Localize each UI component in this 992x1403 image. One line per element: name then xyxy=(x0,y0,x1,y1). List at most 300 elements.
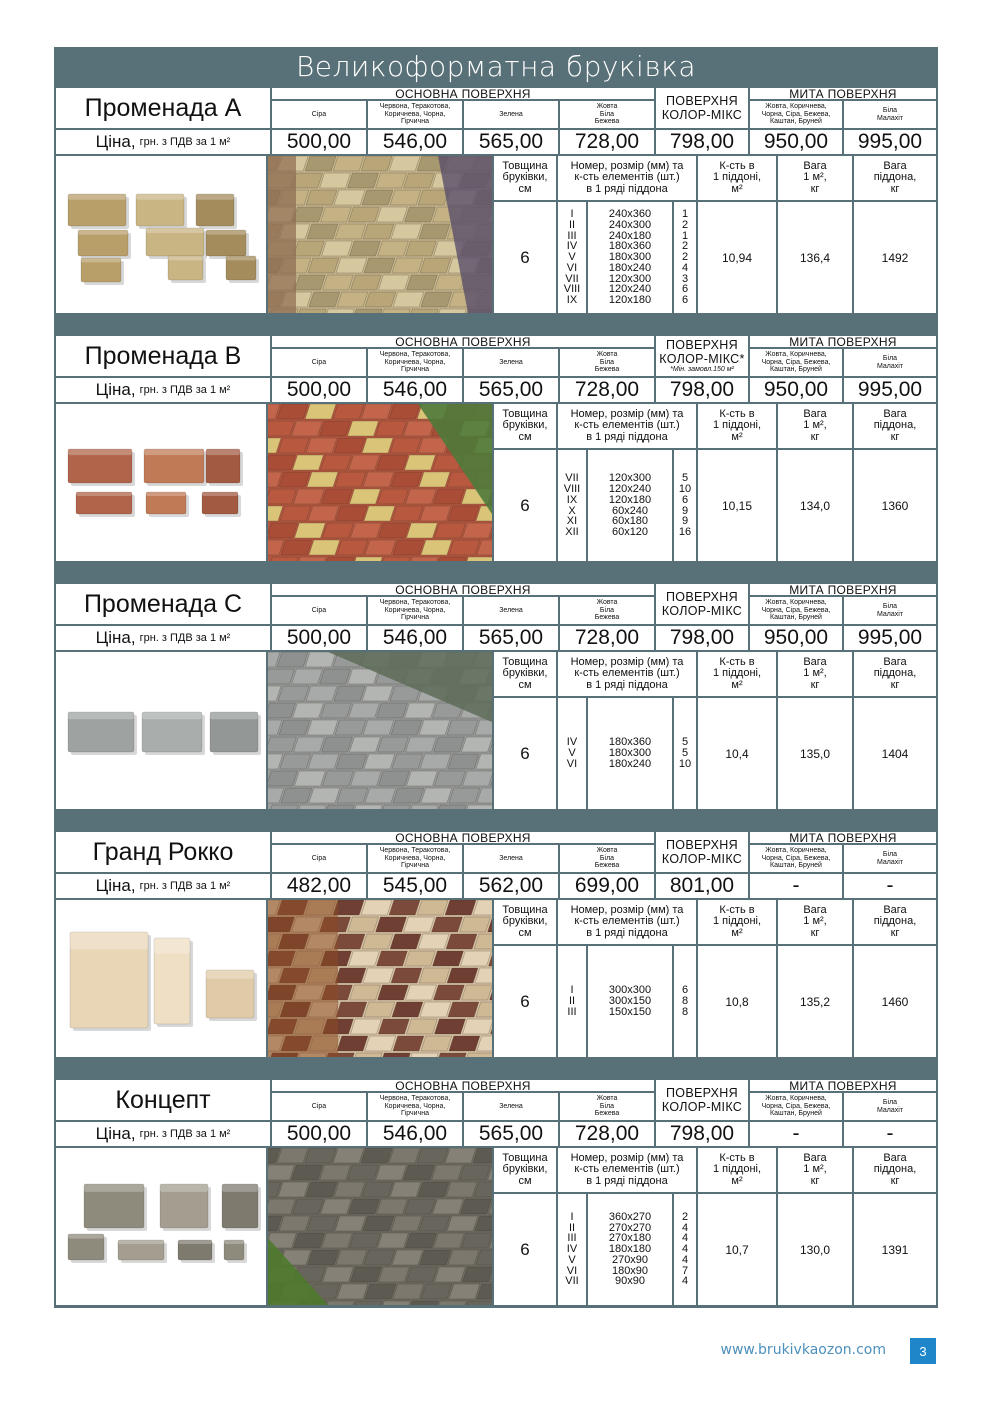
price-label xyxy=(56,1122,270,1146)
sub-bila xyxy=(844,1093,936,1120)
qty-header xyxy=(698,156,776,200)
kolor-line2: КОЛОР-МІКС* xyxy=(659,352,745,366)
osnovna-header: ОСНОВНА ПОВЕРХНЯ xyxy=(272,88,654,99)
sub-line: Зелена xyxy=(499,854,523,862)
price-value: 728,00 xyxy=(560,378,654,402)
hdr-line: Номер, розмір (мм) та xyxy=(570,159,684,172)
sub-line: Жовта xyxy=(596,351,618,359)
sub-line: Біла xyxy=(599,854,615,862)
list-item: 16 xyxy=(678,526,692,539)
hdr-line: кг xyxy=(890,430,900,443)
list-item: 180x90 xyxy=(611,1264,649,1277)
sub-line: Біла xyxy=(882,107,898,114)
sub-line: Бежева xyxy=(594,614,620,622)
list-item: 4 xyxy=(681,261,689,274)
weight-pallet-header xyxy=(854,1148,936,1192)
sub-line: Жовта xyxy=(596,847,618,855)
list-item: 60x240 xyxy=(611,504,649,517)
hdr-line: піддона, xyxy=(873,1163,917,1176)
price-label-main: Ціна, xyxy=(95,1124,136,1143)
weight-m2-value: 135,0 xyxy=(778,698,852,809)
list-item: 300x300 xyxy=(608,984,652,997)
price-label-unit: грн. з ПДВ за 1 м² xyxy=(139,1128,231,1140)
list-item: 6 xyxy=(681,493,689,506)
hdr-line: в 1 ряді піддона xyxy=(586,678,668,691)
list-item: 4 xyxy=(681,1253,689,1266)
sub-line: Червона, Теракотова, xyxy=(379,351,451,359)
weight-pallet-value: 1404 xyxy=(854,698,936,809)
element-numbers xyxy=(558,698,586,809)
hdr-line: бруківки, xyxy=(502,1163,548,1176)
price-value: 545,00 xyxy=(368,874,462,898)
price-value: 728,00 xyxy=(560,130,654,154)
element-counts xyxy=(674,698,696,809)
elements-header xyxy=(558,1148,696,1192)
sub-line: Зелена xyxy=(499,1102,523,1110)
elements-header xyxy=(558,900,696,944)
list-item: 3 xyxy=(681,272,689,285)
list-item: 240x180 xyxy=(608,229,652,242)
list-item: VII xyxy=(565,472,579,485)
element-numbers xyxy=(558,946,586,1057)
osnovna-header: ОСНОВНА ПОВЕРХНЯ xyxy=(272,336,654,347)
hdr-line: к-сть елементів (шт.) xyxy=(574,171,680,184)
kolor-line2: КОЛОР-МІКС xyxy=(661,1100,743,1114)
list-item: 180x300 xyxy=(608,251,652,264)
sub-line: Каштан, Бруней xyxy=(770,862,822,870)
sub-bila xyxy=(844,349,936,376)
list-item: 180x180 xyxy=(608,1243,652,1256)
price-label-unit: грн. з ПДВ за 1 м² xyxy=(139,632,231,644)
hdr-line: Товщина xyxy=(502,1151,548,1164)
qty-header xyxy=(698,404,776,448)
hdr-line: к-сть елементів (шт.) xyxy=(574,419,680,432)
hdr-line: К-сть в xyxy=(719,1151,755,1164)
list-item: 300x150 xyxy=(608,995,652,1008)
price-label xyxy=(56,626,270,650)
hdr-line: Вага xyxy=(883,159,907,172)
list-item: 5 xyxy=(681,472,689,485)
price-value: 995,00 xyxy=(844,378,936,402)
kolor-line1: ПОВЕРХНЯ xyxy=(666,1086,738,1100)
product-bricks-image xyxy=(56,156,266,313)
sub-line: Бежева xyxy=(594,1110,620,1118)
sub-line: Бежева xyxy=(594,118,620,126)
kolor-line1: ПОВЕРХНЯ xyxy=(666,590,738,604)
list-item: 4 xyxy=(681,1275,689,1288)
page-number: 3 xyxy=(910,1338,936,1364)
hdr-line: кг xyxy=(890,1174,900,1187)
hdr-line: в 1 ряді піддона xyxy=(586,182,668,195)
hdr-line: бруківки, xyxy=(502,667,548,680)
hdr-line: м² xyxy=(731,430,743,443)
hdr-line: кг xyxy=(810,430,820,443)
price-value: - xyxy=(844,1122,936,1146)
hdr-line: Вага xyxy=(803,903,827,916)
sub-line: Сіра xyxy=(311,606,327,614)
sub-line: Жовта, Коричнева, xyxy=(765,1095,827,1103)
hdr-line: Вага xyxy=(803,407,827,420)
price-value: 728,00 xyxy=(560,1122,654,1146)
list-item: 240x360 xyxy=(608,207,652,220)
thickness-header xyxy=(494,404,556,448)
list-item: 6 xyxy=(681,283,689,296)
list-item: 9 xyxy=(681,504,689,517)
paving-photo xyxy=(268,404,492,561)
list-item: 2 xyxy=(681,251,689,264)
kolor-header xyxy=(656,584,748,624)
list-item: 2 xyxy=(681,1210,689,1223)
list-item: IV xyxy=(566,240,578,253)
price-value: 798,00 xyxy=(656,626,748,650)
sub-myta xyxy=(750,1093,842,1120)
list-item: X xyxy=(568,504,576,517)
sub-line: Біла xyxy=(599,606,615,614)
element-numbers xyxy=(558,1194,586,1305)
product-block xyxy=(56,336,936,561)
product-name: Концепт xyxy=(56,1080,270,1120)
list-item: I xyxy=(570,984,574,997)
product-block xyxy=(56,88,936,313)
price-value: 798,00 xyxy=(656,1122,748,1146)
list-item: IV xyxy=(566,1243,578,1256)
hdr-line: см xyxy=(518,1174,532,1187)
price-label-unit: грн. з ПДВ за 1 м² xyxy=(139,880,231,892)
hdr-line: кг xyxy=(810,678,820,691)
list-item: VIII xyxy=(563,283,581,296)
price-value: 482,00 xyxy=(272,874,366,898)
sub-myta xyxy=(750,349,842,376)
list-item: 270x90 xyxy=(611,1253,649,1266)
list-item: II xyxy=(568,995,576,1008)
list-item: 180x360 xyxy=(608,240,652,253)
element-numbers xyxy=(558,450,586,561)
thickness-value: 6 xyxy=(494,202,556,313)
list-item: II xyxy=(568,1221,576,1234)
element-sizes xyxy=(588,450,672,561)
thickness-header xyxy=(494,652,556,696)
list-item: VIII xyxy=(563,482,581,495)
sub-line: Жовта, Коричнева, xyxy=(765,103,827,111)
sub-sira xyxy=(272,597,366,624)
sub-line: Чорна, Сіра, Бежева, xyxy=(761,1102,831,1110)
myta-header: МИТА ПОВЕРХНЯ xyxy=(750,88,936,99)
hdr-line: 1 піддоні, xyxy=(712,1163,762,1176)
weight-pallet-header xyxy=(854,652,936,696)
sub-sira xyxy=(272,1093,366,1120)
paving-photo xyxy=(268,652,492,809)
kolor-line1: ПОВЕРХНЯ xyxy=(666,94,738,108)
sub-zhovta xyxy=(560,597,654,624)
sub-chervona xyxy=(368,1093,462,1120)
hdr-line: Товщина xyxy=(502,903,548,916)
hdr-line: бруківки, xyxy=(502,915,548,928)
hdr-line: см xyxy=(518,430,532,443)
sub-line: Жовта xyxy=(596,599,618,607)
list-item: 8 xyxy=(681,1005,689,1018)
sub-line: Гірчична xyxy=(400,366,430,374)
sub-line: Сіра xyxy=(311,1102,327,1110)
qty-header xyxy=(698,652,776,696)
sub-line: Жовта, Коричнева, xyxy=(765,351,827,359)
hdr-line: см xyxy=(518,182,532,195)
sub-line: Біла xyxy=(599,358,615,366)
weight-pallet-value: 1492 xyxy=(854,202,936,313)
sub-line: Червона, Теракотова, xyxy=(379,1095,451,1103)
paving-photo xyxy=(268,1148,492,1305)
price-label-main: Ціна, xyxy=(95,132,136,151)
osnovna-header: ОСНОВНА ПОВЕРХНЯ xyxy=(272,832,654,843)
sub-line: Жовта xyxy=(596,103,618,111)
sub-chervona xyxy=(368,349,462,376)
sub-line: Зелена xyxy=(499,110,523,118)
sub-line: Біла xyxy=(882,851,898,858)
sub-zhovta xyxy=(560,845,654,872)
weight-m2-header xyxy=(778,156,852,200)
hdr-line: Вага xyxy=(883,903,907,916)
hdr-line: в 1 ряді піддона xyxy=(586,1174,668,1187)
sub-line: Коричнева, Чорна, xyxy=(384,110,446,118)
hdr-line: кг xyxy=(810,182,820,195)
sub-line: Чорна, Сіра, Бежева, xyxy=(761,606,831,614)
price-value: 500,00 xyxy=(272,1122,366,1146)
price-value: 950,00 xyxy=(750,130,842,154)
qty-value: 10,15 xyxy=(698,450,776,561)
sub-line: Каштан, Бруней xyxy=(770,366,822,374)
element-sizes xyxy=(588,1194,672,1305)
sub-line: Біла xyxy=(882,1099,898,1106)
list-item: 180x360 xyxy=(608,736,652,749)
element-numbers xyxy=(558,202,586,313)
hdr-line: 1 м², xyxy=(803,1163,827,1176)
price-label xyxy=(56,874,270,898)
sub-bila xyxy=(844,845,936,872)
kolor-header xyxy=(656,336,748,376)
sub-line: Каштан, Бруней xyxy=(770,614,822,622)
price-value: - xyxy=(844,874,936,898)
hdr-line: Номер, розмір (мм) та xyxy=(570,407,684,420)
list-item: 120x180 xyxy=(608,294,652,307)
product-name: Променада В xyxy=(56,336,270,376)
sub-line: Коричнева, Чорна, xyxy=(384,1102,446,1110)
thickness-value: 6 xyxy=(494,450,556,561)
price-value: 801,00 xyxy=(656,874,748,898)
sub-line: Чорна, Сіра, Бежева, xyxy=(761,358,831,366)
weight-pallet-value: 1360 xyxy=(854,450,936,561)
list-item: 120x180 xyxy=(608,493,652,506)
list-item: XII xyxy=(565,526,579,539)
sub-myta xyxy=(750,845,842,872)
sub-line: Біла xyxy=(599,110,615,118)
elements-header xyxy=(558,652,696,696)
sub-line: Бежева xyxy=(594,862,620,870)
sub-zhovta xyxy=(560,1093,654,1120)
paving-photo xyxy=(268,156,492,313)
hdr-line: К-сть в xyxy=(719,903,755,916)
price-value: 500,00 xyxy=(272,130,366,154)
sub-bila xyxy=(844,597,936,624)
sub-line: Сіра xyxy=(311,358,327,366)
sub-line: Жовта, Коричнева, xyxy=(765,599,827,607)
hdr-line: Вага xyxy=(803,1151,827,1164)
sub-line: Каштан, Бруней xyxy=(770,118,822,126)
hdr-line: 1 м², xyxy=(803,419,827,432)
sub-zelena xyxy=(464,845,558,872)
element-counts xyxy=(674,946,696,1057)
list-item: VI xyxy=(566,261,578,274)
hdr-line: піддона, xyxy=(873,915,917,928)
price-value: 950,00 xyxy=(750,626,842,650)
hdr-line: м² xyxy=(731,1174,743,1187)
hdr-line: Номер, розмір (мм) та xyxy=(570,903,684,916)
thickness-value: 6 xyxy=(494,1194,556,1305)
footer-website-link[interactable]: www.brukivkaozon.com xyxy=(720,1342,886,1358)
hdr-line: Вага xyxy=(883,655,907,668)
sub-line: Каштан, Бруней xyxy=(770,1110,822,1118)
osnovna-header: ОСНОВНА ПОВЕРХНЯ xyxy=(272,584,654,595)
sub-line: Чорна, Сіра, Бежева, xyxy=(761,110,831,118)
list-item: VII xyxy=(565,272,579,285)
list-item: 5 xyxy=(681,747,689,760)
list-item: 360x270 xyxy=(608,1210,652,1223)
qty-value: 10,4 xyxy=(698,698,776,809)
sub-line: Малахіт xyxy=(876,362,904,370)
price-value: 995,00 xyxy=(844,626,936,650)
thickness-value: 6 xyxy=(494,698,556,809)
price-value: 500,00 xyxy=(272,378,366,402)
sub-line: Сіра xyxy=(311,110,327,118)
sub-sira xyxy=(272,845,366,872)
list-item: 180x240 xyxy=(608,261,652,274)
hdr-line: піддона, xyxy=(873,171,917,184)
list-item: VI xyxy=(566,1264,578,1277)
price-label-unit: грн. з ПДВ за 1 м² xyxy=(139,136,231,148)
hdr-line: кг xyxy=(810,1174,820,1187)
price-value: - xyxy=(750,874,842,898)
list-item: III xyxy=(567,1005,577,1018)
list-item: 180x240 xyxy=(608,757,652,770)
price-value: 950,00 xyxy=(750,378,842,402)
hdr-line: Вага xyxy=(803,159,827,172)
hdr-line: 1 м², xyxy=(803,915,827,928)
thickness-header xyxy=(494,900,556,944)
kolor-line2: КОЛОР-МІКС xyxy=(661,852,743,866)
hdr-line: бруківки, xyxy=(502,171,548,184)
sub-line: Коричнева, Чорна, xyxy=(384,358,446,366)
element-counts xyxy=(674,450,696,561)
kolor-header xyxy=(656,832,748,872)
sub-line: Малахіт xyxy=(876,858,904,866)
product-name: Променада А xyxy=(56,88,270,128)
sub-sira xyxy=(272,349,366,376)
product-name: Променада С xyxy=(56,584,270,624)
sub-line: Зелена xyxy=(499,606,523,614)
qty-value: 10,8 xyxy=(698,946,776,1057)
list-item: 5 xyxy=(681,736,689,749)
weight-m2-value: 136,4 xyxy=(778,202,852,313)
list-item: XI xyxy=(566,515,578,528)
sub-line: Зелена xyxy=(499,358,523,366)
hdr-line: к-сть елементів (шт.) xyxy=(574,915,680,928)
weight-pallet-header xyxy=(854,156,936,200)
hdr-line: Вага xyxy=(883,407,907,420)
myta-header: МИТА ПОВЕРХНЯ xyxy=(750,584,936,595)
list-item: V xyxy=(568,251,576,264)
hdr-line: см xyxy=(518,926,532,939)
price-value: 562,00 xyxy=(464,874,558,898)
hdr-line: Номер, розмір (мм) та xyxy=(570,1151,684,1164)
kolor-header xyxy=(656,88,748,128)
elements-header xyxy=(558,404,696,448)
list-item: 1 xyxy=(681,207,689,220)
qty-value: 10,94 xyxy=(698,202,776,313)
list-item: V xyxy=(568,1253,576,1266)
qty-header xyxy=(698,1148,776,1192)
weight-m2-value: 130,0 xyxy=(778,1194,852,1305)
sub-chervona xyxy=(368,101,462,128)
thickness-header xyxy=(494,156,556,200)
kolor-header xyxy=(656,1080,748,1120)
paving-photo xyxy=(268,900,492,1057)
kolor-line2: КОЛОР-МІКС xyxy=(661,108,743,122)
weight-m2-value: 134,0 xyxy=(778,450,852,561)
weight-pallet-header xyxy=(854,900,936,944)
price-value: 995,00 xyxy=(844,130,936,154)
product-bricks-image xyxy=(56,652,266,809)
sub-line: Жовта, Коричнева, xyxy=(765,847,827,855)
hdr-line: Вага xyxy=(883,1151,907,1164)
list-item: I xyxy=(570,207,574,220)
list-item: 240x300 xyxy=(608,218,652,231)
list-item: 2 xyxy=(681,240,689,253)
sub-line: Гірчична xyxy=(400,118,430,126)
thickness-value: 6 xyxy=(494,946,556,1057)
weight-m2-header xyxy=(778,1148,852,1192)
product-bricks-image xyxy=(56,404,266,561)
list-item: 60x120 xyxy=(611,526,649,539)
price-label xyxy=(56,130,270,154)
myta-header: МИТА ПОВЕРХНЯ xyxy=(750,832,936,843)
sub-line: Біла xyxy=(599,1102,615,1110)
hdr-line: К-сть в xyxy=(719,159,755,172)
price-value: 565,00 xyxy=(464,1122,558,1146)
price-value: 565,00 xyxy=(464,626,558,650)
list-item: I xyxy=(570,1210,574,1223)
sub-chervona xyxy=(368,597,462,624)
list-item: V xyxy=(568,747,576,760)
hdr-line: кг xyxy=(890,678,900,691)
hdr-line: 1 піддоні, xyxy=(712,667,762,680)
hdr-line: кг xyxy=(890,926,900,939)
sub-line: Бежева xyxy=(594,366,620,374)
list-item: 90x90 xyxy=(615,1275,645,1288)
sub-zhovta xyxy=(560,101,654,128)
list-item: 2 xyxy=(681,218,689,231)
hdr-line: кг xyxy=(810,926,820,939)
hdr-line: Товщина xyxy=(502,159,548,172)
list-item: 4 xyxy=(681,1221,689,1234)
elements-header xyxy=(558,156,696,200)
list-item: 270x270 xyxy=(608,1221,652,1234)
weight-m2-header xyxy=(778,404,852,448)
price-label-main: Ціна, xyxy=(95,628,136,647)
qty-header xyxy=(698,900,776,944)
list-item: 60x180 xyxy=(611,515,649,528)
price-value: 798,00 xyxy=(656,130,748,154)
weight-pallet-value: 1391 xyxy=(854,1194,936,1305)
list-item: 180x300 xyxy=(608,747,652,760)
list-item: 4 xyxy=(681,1232,689,1245)
